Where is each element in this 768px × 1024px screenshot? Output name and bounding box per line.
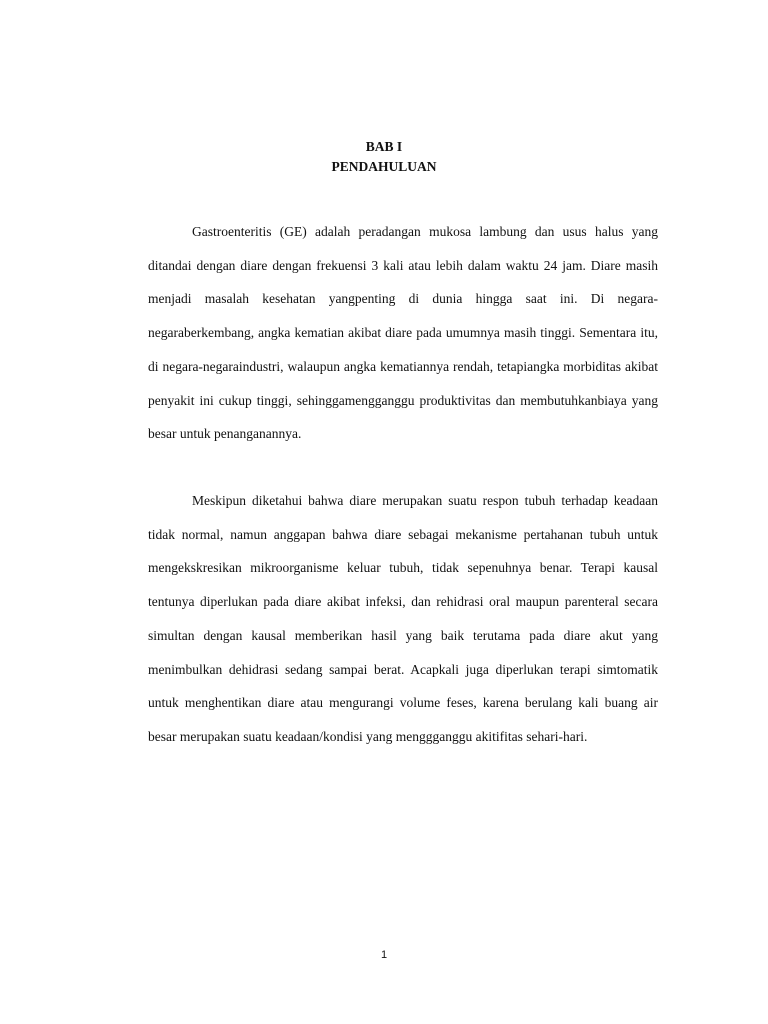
chapter-label: BAB I (365, 139, 403, 154)
paragraph-2: Meskipun diketahui bahwa diare merupakan suatu respon tubuh terhadap keadaan tidak normal, namun anggapan bahwa diare sebagai mekanisme pertahanan tubuh untuk mengekskresikan mikroorganisme keluar tubuh, tidak sepenuhnya benar. Terapi kausal tentunya diperlukan pada diare akibat infeksi, dan rehidrasi oral maupun parenteral secara simultan dengan kausal memberikan hasil yang baik terutama pada diare akut yang menimbulkan dehidrasi sedang sampai berat. Acapkali juga diperlukan terapi simtomatik untuk menghentikan diare atau mengurangi volume feses, karena berulang kali buang air besar merupakan suatu keadaan/kondisi yang menggganggu akitifitas sehari-hari. (148, 493, 658, 744)
page-number: 1 (380, 949, 388, 961)
paragraph-1: Gastroenteritis (GE) adalah peradangan mukosa lambung dan usus halus yang ditandai dengan diare dengan frekuensi 3 kali atau lebih dalam waktu 24 jam. Diare masih menjadi masalah kesehatan yangpenting di dunia hingga saat ini. Di negara-negaraberkembang, angka kematian akibat diare pada umumnya masih tinggi. Sementara itu, di negara-negaraindustri, walaupun angka kematiannya rendah, tetapiangka morbiditas akibat penyakit ini cukup tinggi, sehinggamengganggu produktivitas dan membutuhkanbiaya yang besar untuk penanganannya. (148, 224, 658, 442)
paragraph-1-block (148, 215, 658, 451)
paragraph-2-block (148, 484, 658, 754)
chapter-title: PENDAHULUAN (331, 159, 437, 174)
